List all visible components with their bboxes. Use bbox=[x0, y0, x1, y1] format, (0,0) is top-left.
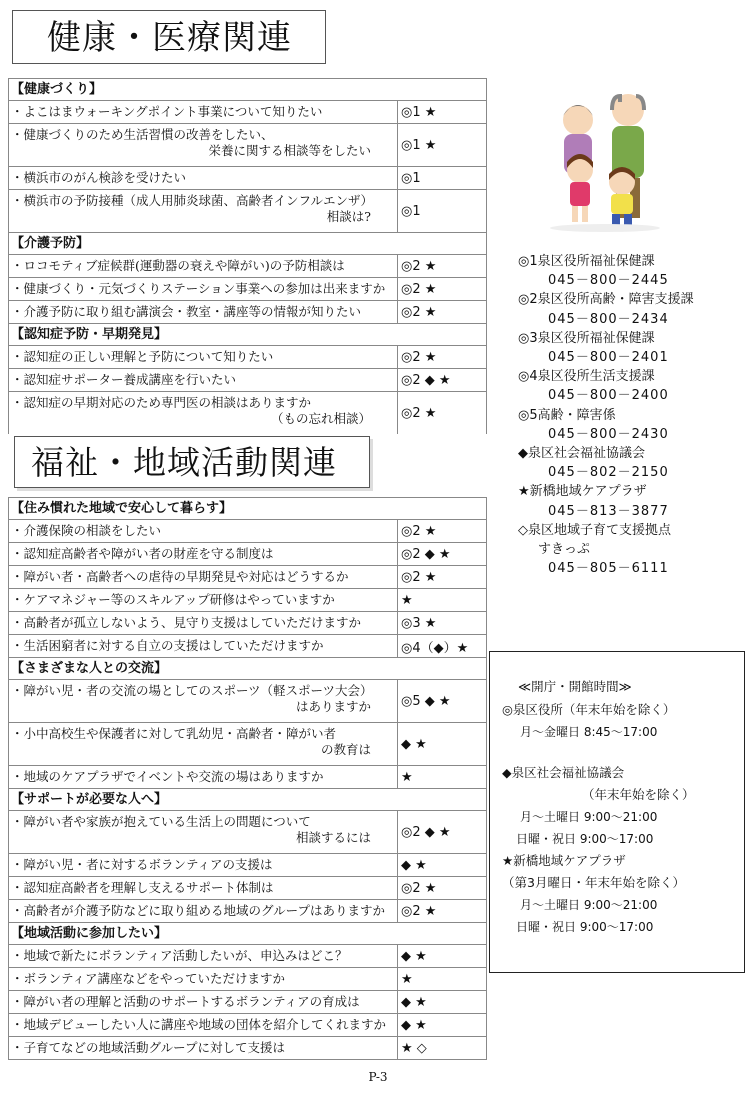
contact-phone: 045－800－2434 bbox=[548, 311, 669, 327]
contact-mark-cell: ◎1 bbox=[401, 203, 421, 219]
table-row bbox=[9, 520, 486, 543]
question-text: ・ボランティア講座などをやっていただけますか bbox=[11, 971, 286, 986]
question-cell bbox=[9, 190, 398, 232]
table-row bbox=[9, 945, 486, 968]
category-label: 【認知症予防・早期発見】 bbox=[11, 327, 168, 342]
contact-mark-cell: ◎2 ★ bbox=[401, 523, 437, 539]
table-row bbox=[9, 255, 486, 278]
contact-name: ◆泉区社会福祉協議会 bbox=[518, 446, 645, 462]
table-row bbox=[9, 811, 486, 854]
question-cell bbox=[9, 167, 398, 189]
section-title-welfare: 福祉・地域活動関連 bbox=[14, 436, 370, 488]
table-row bbox=[9, 612, 486, 635]
question-text: ・高齢者が介護予防などに取り組める地域のグループはありますか bbox=[11, 903, 386, 918]
question-cell bbox=[9, 723, 398, 765]
contact-phone: 045－813－3877 bbox=[548, 503, 669, 519]
contact-name: ◎5高齢・障害係 bbox=[518, 407, 616, 423]
question-text: 栄養に関する相談等をしたい bbox=[208, 143, 371, 158]
table-row bbox=[9, 877, 486, 900]
contact-name: ★新橋地域ケアプラザ bbox=[518, 484, 647, 500]
question-text: ・障がい者・高齢者への虐待の早期発見や対応はどうするか bbox=[11, 569, 349, 584]
category-heading bbox=[9, 324, 486, 346]
question-text: ・障がい者や家族が抱えている生活上の問題について bbox=[11, 814, 311, 829]
category-label: 【さまざまな人との交流】 bbox=[11, 661, 168, 676]
question-cell bbox=[9, 991, 398, 1013]
contact-mark-cell: ★ ◇ bbox=[401, 1040, 427, 1056]
question-text: ・障がい者の理解と活動のサポートするボランティアの育成は bbox=[11, 994, 360, 1009]
question-text: ・地域デビューしたい人に講座や地域の団体を紹介してくれますか bbox=[11, 1017, 387, 1032]
contact-mark-cell: ◎2 ★ bbox=[401, 304, 437, 320]
question-text: ・ケアマネジャー等のスキルアップ研修はやっていますか bbox=[11, 592, 335, 607]
question-cell bbox=[9, 1014, 398, 1036]
contact-name-sub: すきっぷ bbox=[538, 542, 591, 558]
contact-mark-cell: ◎2 ★ bbox=[401, 405, 437, 421]
question-text: ・小中高校生や保護者に対して乳幼児・高齢者・障がい者 bbox=[11, 726, 337, 741]
question-text: ・介護保険の相談をしたい bbox=[11, 523, 162, 538]
section-title-health: 健康・医療関連 bbox=[12, 10, 326, 64]
question-cell bbox=[9, 278, 398, 300]
question-text: ・高齢者が孤立しないよう、見守り支援はしていただけますか bbox=[11, 615, 362, 630]
question-text: ・認知症高齢者を理解し支えるサポート体制は bbox=[11, 880, 274, 895]
contact-mark-cell: ◎2 ◆ ★ bbox=[401, 372, 451, 388]
contact-name: ◇泉区地域子育て支援拠点 bbox=[518, 522, 671, 538]
category-heading bbox=[9, 233, 486, 255]
category-label: 【健康づくり】 bbox=[11, 82, 103, 97]
contact-mark-cell: ◎2 ★ bbox=[401, 569, 437, 585]
table-row bbox=[9, 278, 486, 301]
category-heading bbox=[9, 658, 486, 680]
table-row bbox=[9, 589, 486, 612]
hours-office: ◎泉区役所（年末年始を除く） bbox=[502, 702, 676, 717]
question-text: ・健康づくり・元気づくりステーション事業への参加は出来ますか bbox=[11, 281, 386, 296]
health-table bbox=[8, 78, 487, 434]
hours-plaza-holiday: 日曜・祝日 9:00～17:00 bbox=[516, 920, 654, 934]
question-text: 相談するには bbox=[295, 830, 371, 845]
question-text: ・地域で新たにボランティア活動したいが、申込みはどこ？ bbox=[11, 948, 348, 963]
question-text: ・認知症高齢者や障がい者の財産を守る制度は bbox=[11, 546, 274, 561]
contact-name: ◎1泉区役所福祉保健課 bbox=[518, 254, 655, 269]
question-text: （もの忘れ相談） bbox=[270, 411, 371, 426]
contact-name: ◎2泉区役所高齢・障害支援課 bbox=[518, 292, 694, 308]
question-text: ・障がい児・者に対するボランティアの支援は bbox=[11, 857, 273, 872]
contact-phone: 045－800－2445 bbox=[548, 273, 669, 289]
contact-phone: 045－800－2430 bbox=[548, 426, 669, 442]
contact-mark-cell: ◎4（◆）★ bbox=[401, 640, 469, 656]
question-cell bbox=[9, 900, 398, 922]
category-heading bbox=[9, 923, 486, 945]
contact-mark-cell: ◎2 ★ bbox=[401, 258, 437, 274]
table-row bbox=[9, 543, 486, 566]
category-label: 【地域活動に参加したい】 bbox=[11, 926, 168, 941]
contact-mark-cell: ◆ ★ bbox=[401, 1017, 427, 1033]
question-text: ・ロコモティブ症候群(運動器の衰えや障がい)の予防相談は bbox=[11, 258, 345, 273]
question-text: 相談は? bbox=[326, 209, 371, 224]
family-illustration bbox=[540, 82, 670, 232]
category-label: 【住み慣れた地域で安心して暮らす】 bbox=[11, 501, 233, 516]
contact-mark-cell: ◎2 ◆ ★ bbox=[401, 824, 451, 840]
question-text: ・子育てなどの地域活動グループに対して支援は bbox=[11, 1040, 286, 1055]
contact-mark-cell: ◎1 ★ bbox=[401, 104, 437, 120]
contact-mark-cell: ◆ ★ bbox=[401, 948, 427, 964]
contact-list bbox=[518, 252, 748, 578]
question-text: ・介護予防に取り組む講演会・教室・講座等の情報が知りたい bbox=[11, 304, 362, 319]
hours-plaza-note: （第3月曜日・年末年始を除く） bbox=[502, 875, 685, 890]
contact-name: ◎4泉区役所生活支援課 bbox=[518, 369, 655, 385]
contact-mark-cell: ◎2 ★ bbox=[401, 349, 437, 365]
table-row bbox=[9, 968, 486, 991]
table-row bbox=[9, 900, 486, 923]
contact-phone: 045－800－2401 bbox=[548, 350, 669, 366]
question-text: ・地域のケアプラザでイベントや交流の場はありますか bbox=[11, 769, 324, 784]
question-text: の教育は bbox=[320, 742, 371, 757]
category-label: 【介護予防】 bbox=[11, 236, 90, 251]
table-row bbox=[9, 1014, 486, 1037]
contact-mark-cell: ★ bbox=[401, 592, 413, 608]
table-row bbox=[9, 167, 486, 190]
hours-plaza: ★新橋地域ケアプラザ bbox=[502, 853, 626, 868]
table-row bbox=[9, 369, 486, 392]
contact-mark-cell: ◎2 ★ bbox=[401, 880, 437, 896]
table-row bbox=[9, 991, 486, 1014]
question-cell bbox=[9, 968, 398, 990]
table-row bbox=[9, 392, 486, 434]
table-row bbox=[9, 635, 486, 658]
question-cell bbox=[9, 124, 398, 166]
table-row bbox=[9, 766, 486, 789]
question-text: ・認知症サポーター養成講座を行いたい bbox=[11, 372, 237, 387]
question-cell bbox=[9, 392, 398, 434]
question-text: ・横浜市の予防接種（成人用肺炎球菌、高齢者インフルエンザ） bbox=[11, 193, 374, 208]
category-label: 【サポートが必要な人へ】 bbox=[11, 792, 168, 807]
contact-phone: 045－800－2400 bbox=[548, 388, 669, 404]
question-cell bbox=[9, 543, 398, 565]
contact-mark-cell: ◎3 ★ bbox=[401, 615, 437, 631]
hours-shakyo-note: （年末年始を除く） bbox=[582, 787, 695, 802]
question-text: ・認知症の正しい理解と予防について知りたい bbox=[11, 349, 274, 364]
question-cell bbox=[9, 635, 398, 657]
question-cell bbox=[9, 369, 398, 391]
category-heading bbox=[9, 498, 486, 520]
question-cell bbox=[9, 854, 398, 876]
hours-office-times: 月～金曜日 8:45～17:00 bbox=[520, 725, 658, 739]
question-cell bbox=[9, 766, 398, 788]
contact-name: ◎3泉区役所福祉保健課 bbox=[518, 330, 655, 346]
category-heading bbox=[9, 79, 486, 101]
table-row bbox=[9, 346, 486, 369]
table-row bbox=[9, 1037, 486, 1059]
contact-mark-cell: ◎2 ◆ ★ bbox=[401, 546, 451, 562]
table-row bbox=[9, 301, 486, 324]
table-row bbox=[9, 566, 486, 589]
contact-phone: 045－802－2150 bbox=[548, 465, 669, 481]
contact-phone: 045－805－6111 bbox=[548, 561, 669, 577]
question-cell bbox=[9, 612, 398, 634]
table-row bbox=[9, 723, 486, 766]
hours-shakyo-weekday: 月～土曜日 9:00～21:00 bbox=[520, 810, 658, 824]
question-text: ・健康づくりのため生活習慣の改善をしたい、 bbox=[11, 127, 274, 142]
contact-mark-cell: ◆ ★ bbox=[401, 994, 427, 1010]
question-cell bbox=[9, 520, 398, 542]
question-cell bbox=[9, 301, 398, 323]
contact-mark-cell: ◎5 ◆ ★ bbox=[401, 693, 451, 709]
question-cell bbox=[9, 1037, 398, 1059]
question-text: ・障がい児・者の交流の場としてのスポーツ（軽スポーツ大会） bbox=[11, 683, 373, 698]
question-cell bbox=[9, 589, 398, 611]
question-cell bbox=[9, 877, 398, 899]
question-cell bbox=[9, 945, 398, 967]
question-cell bbox=[9, 566, 398, 588]
welfare-table bbox=[8, 497, 487, 1060]
question-cell bbox=[9, 811, 398, 853]
page-number: P-3 bbox=[368, 1070, 388, 1084]
table-row bbox=[9, 680, 486, 723]
table-row bbox=[9, 124, 486, 167]
contact-mark-cell: ◎1 ★ bbox=[401, 137, 437, 153]
question-cell bbox=[9, 680, 398, 722]
hours-title: ≪開庁・開館時間≫ bbox=[518, 679, 632, 694]
table-row bbox=[9, 190, 486, 233]
question-text: ・生活困窮者に対する自立の支援はしていただけますか bbox=[11, 638, 324, 653]
question-text: ・横浜市のがん検診を受けたい bbox=[11, 170, 187, 185]
question-cell bbox=[9, 346, 398, 368]
question-cell bbox=[9, 255, 398, 277]
contact-mark-cell: ◆ ★ bbox=[401, 736, 427, 752]
table-row bbox=[9, 854, 486, 877]
question-text: ・よこはまウォーキングポイント事業について知りたい bbox=[11, 104, 323, 119]
hours-shakyo: ◆泉区社会福祉協議会 bbox=[502, 765, 625, 780]
contact-mark-cell: ◎2 ★ bbox=[401, 903, 437, 919]
question-text: はありますか bbox=[295, 699, 371, 714]
contact-mark-cell: ◎1 bbox=[401, 170, 421, 186]
contact-mark-cell: ◎2 ★ bbox=[401, 281, 437, 297]
contact-mark-cell: ★ bbox=[401, 769, 413, 785]
opening-hours-box bbox=[489, 651, 745, 973]
category-heading bbox=[9, 789, 486, 811]
hours-plaza-weekday: 月～土曜日 9:00～21:00 bbox=[520, 898, 658, 912]
question-cell bbox=[9, 101, 398, 123]
hours-shakyo-holiday: 日曜・祝日 9:00～17:00 bbox=[516, 832, 654, 846]
contact-mark-cell: ◆ ★ bbox=[401, 857, 427, 873]
question-text: ・認知症の早期対応のため専門医の相談はありますか bbox=[11, 395, 312, 410]
contact-mark-cell: ★ bbox=[401, 971, 413, 987]
table-row bbox=[9, 101, 486, 124]
